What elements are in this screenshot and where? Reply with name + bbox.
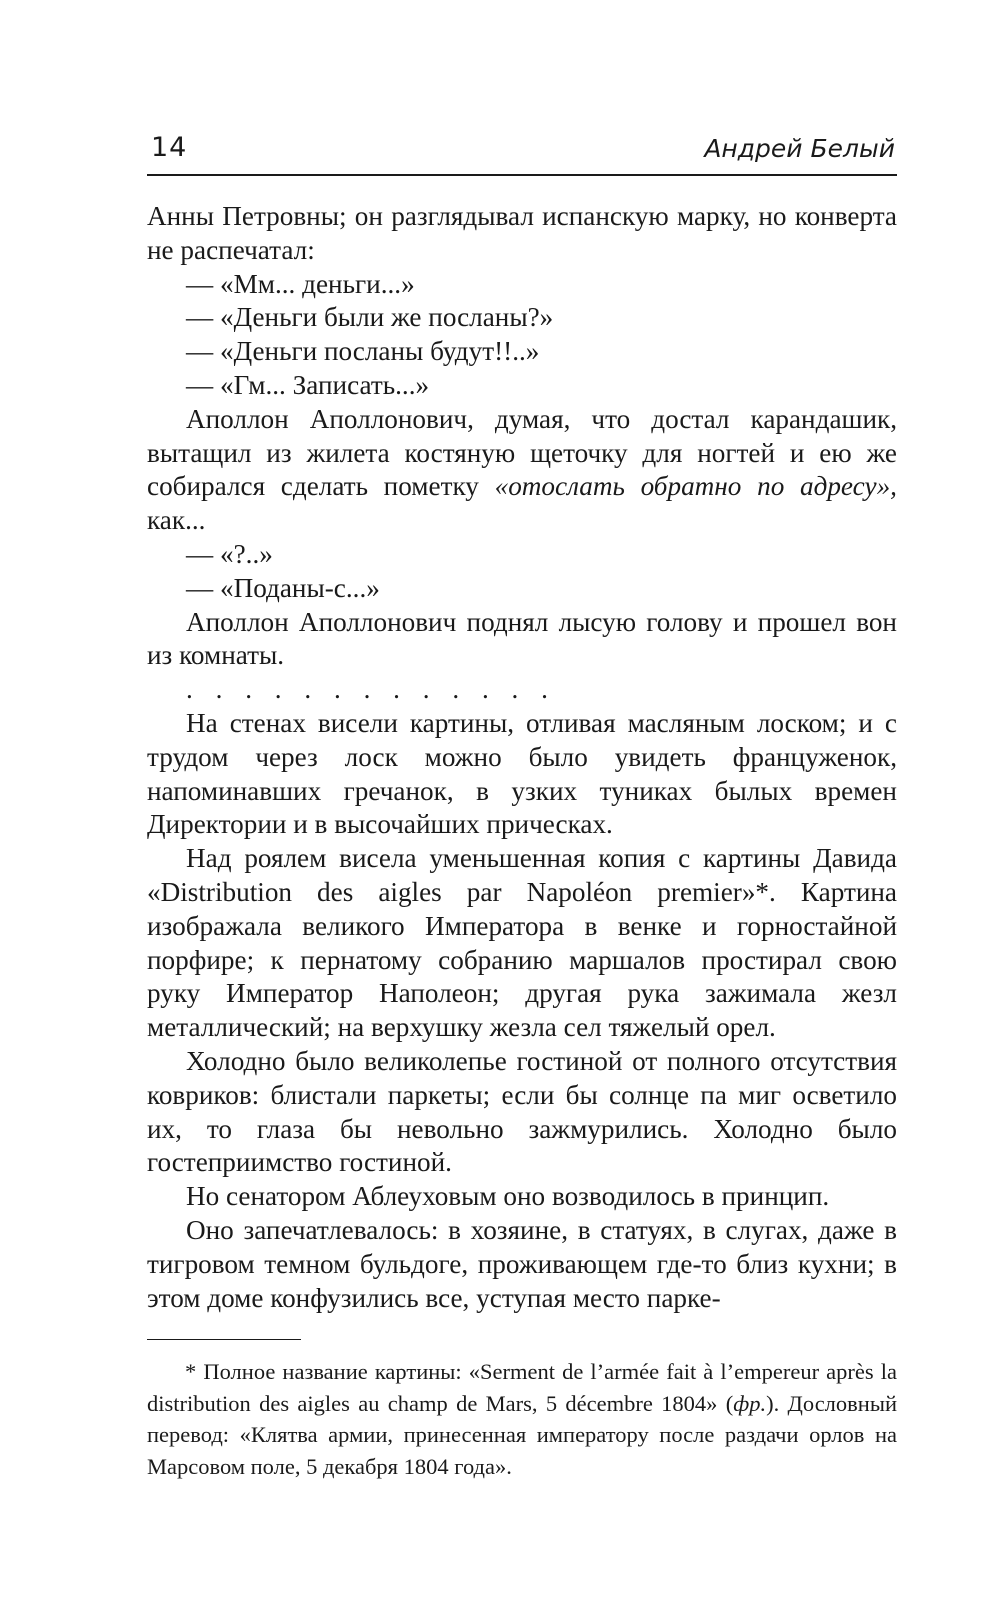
italic-quote: «отослать обратно по адресу»,	[494, 471, 897, 502]
paragraph: На стенах висели картины, отливая масляным лоском; и с трудом через лоск можно было увидеть француженок, напоминавших гречанок, в узких туниках былых времен Директории и в высочайших прическах.	[147, 707, 897, 840]
section-break-dots: . . . . . . . . . . . . .	[186, 674, 556, 705]
author-name: Андрей Белый	[704, 134, 895, 163]
italic-abbrev: фр.	[733, 1390, 767, 1416]
text-run: Аполлон Аполлонович, думая, что достал карандашик, вытащил из жилета костяную щеточку для ногтей и ею же собирался сделать пометку	[147, 403, 897, 502]
paragraph: Анны Петровны; он разглядывал испанскую марку, но конверта не распечатал:	[147, 201, 897, 265]
footnote	[147, 1356, 897, 1482]
paragraph	[147, 403, 897, 538]
text-run: как...	[147, 505, 206, 536]
paragraph: Но сенатором Аблеуховым оно возводилось в принцип.	[186, 1181, 830, 1212]
page-number: 14	[151, 132, 188, 163]
footnote-divider	[147, 1339, 301, 1340]
text-run: ). Дословный перевод: «Клятва армии, принесенная императору после раздачи орлов на Марсовом поле, 5 декабря 1804 года».	[147, 1390, 897, 1479]
paragraph: Оно запечатлевалось: в хозяине, в статуях, в слугах, даже в тигровом темном бульдоге, проживающем где-то близ кухни; в этом доме конфузились все, уступая место парке-	[147, 1214, 897, 1313]
footnote-text	[147, 1356, 897, 1482]
main-text	[147, 200, 897, 1315]
paragraph: Холодно было великолепье гостиной от полного отсутствия ковриков: блистали паркеты; если бы солнце па миг осветило их, то глаза бы невольно зажмурились. Холодно было гостеприимство гостиной.	[147, 1045, 897, 1178]
dialogue-line: — «Гм... Записать...»	[186, 369, 430, 400]
text-run: * Полное название картины: «Serment de l’armée fait à l’empereur après la distribution des aigles au champ de Mars, 5 décembre 1804» (	[147, 1359, 897, 1416]
dialogue-line: — «Деньги посланы будут!!..»	[186, 336, 540, 367]
dialogue-line: — «Поданы-с...»	[186, 572, 380, 603]
paragraph: Аполлон Аполлонович поднял лысую голову и прошел вон из комнаты.	[147, 606, 897, 671]
running-head	[147, 128, 897, 176]
dialogue-line: — «?..»	[186, 538, 273, 569]
dialogue-line: — «Деньги были же посланы?»	[186, 302, 554, 333]
paragraph: Над роялем висела уменьшенная копия с картины Давида «Distribution des aigles par Napoléon premier»*. Картина изображала великого Императора в венке и горностайной порфире; к пернатому собранию маршалов простирал свою руку Император Наполеон; другая рука зажимала жезл металлический; на верхушку жезла сел тяжелый орел.	[147, 843, 897, 1043]
dialogue-line: — «Мм... деньги...»	[186, 268, 415, 299]
